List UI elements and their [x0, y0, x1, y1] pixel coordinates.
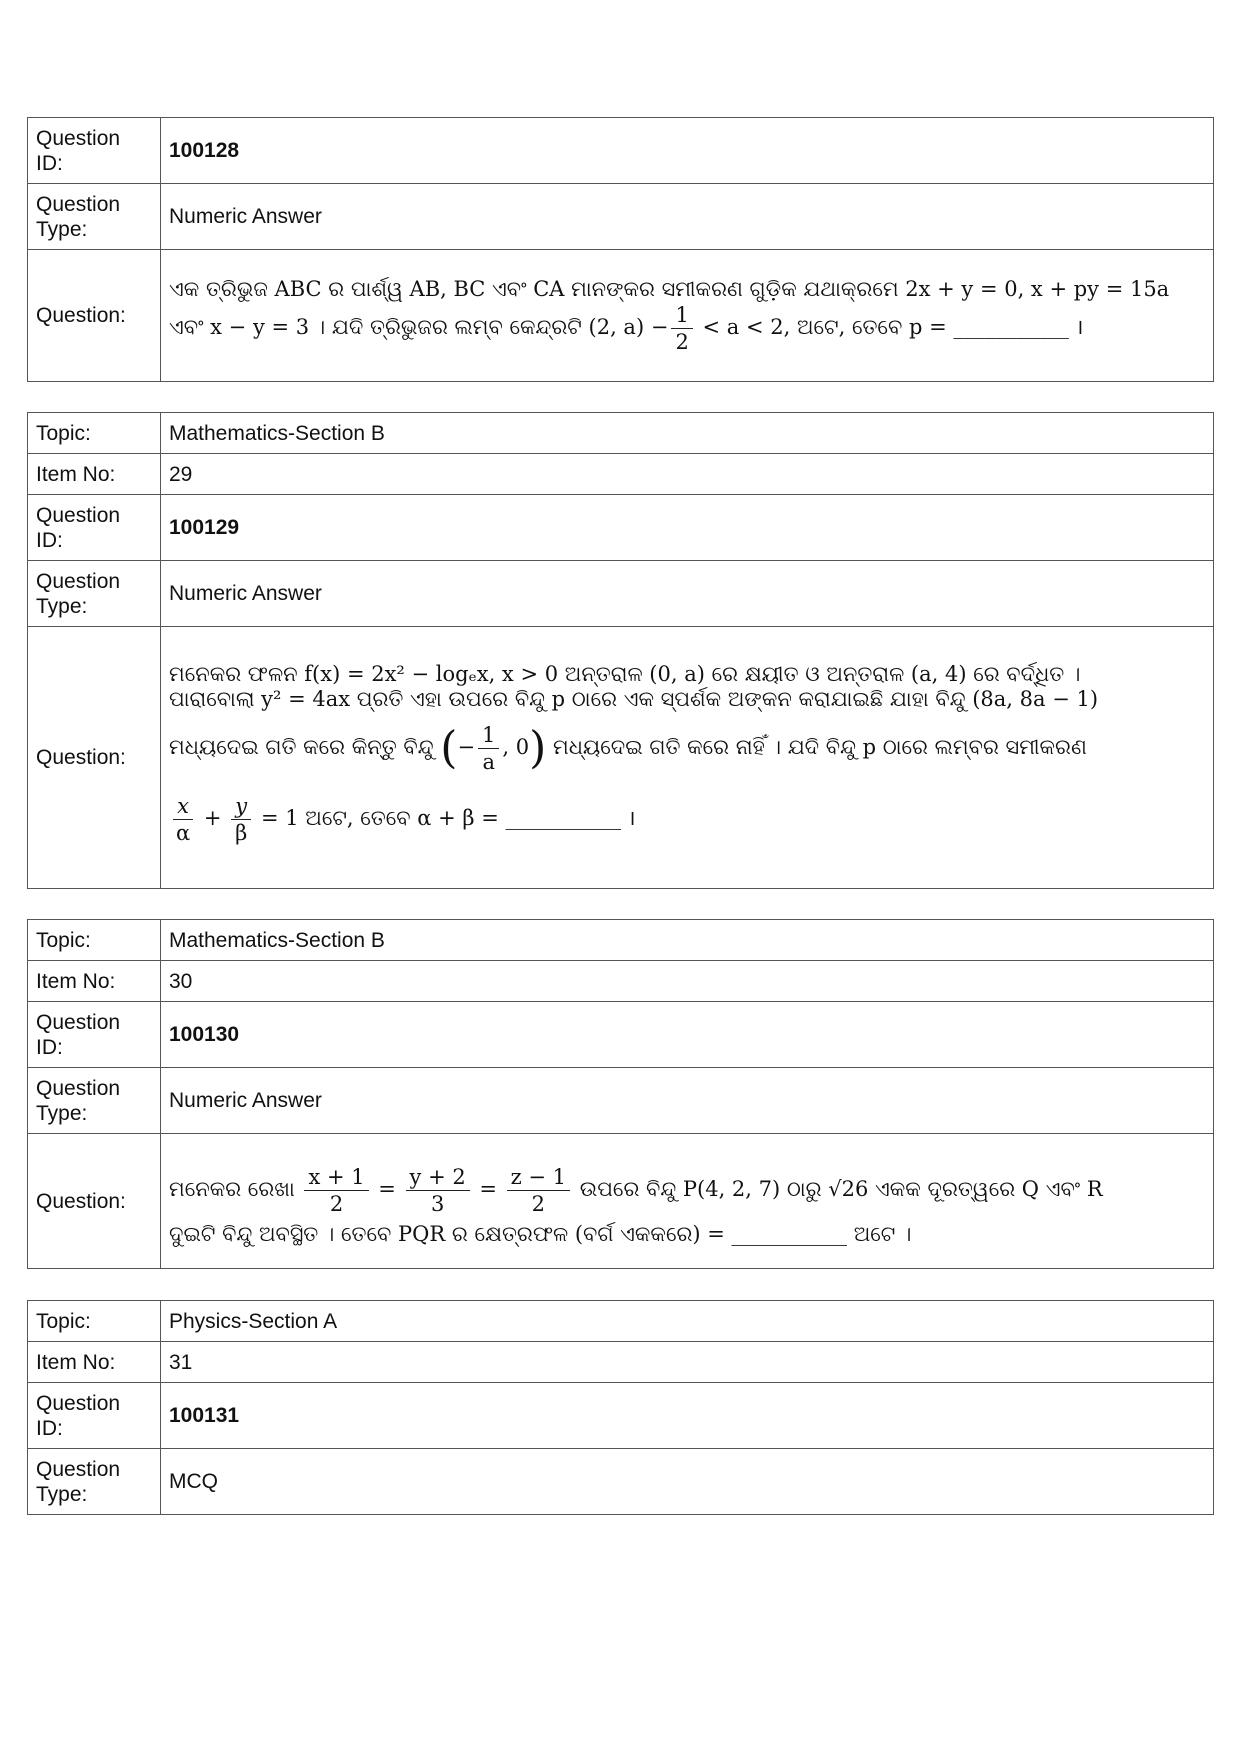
topic-value: Mathematics-Section B	[161, 920, 1214, 961]
topic-label: Topic:	[28, 413, 161, 454]
question-id-value: 100129	[161, 495, 1214, 561]
question-line-2: ଦୁଇଟି ବିନ୍ଦୁ ଅବସ୍ଥିତ । ତେବେ PQR ର କ୍ଷେତ୍ରଫଳ (ବର୍ଗ ଏକକରେ) = ___________ ଅଟେ ।	[169, 1221, 912, 1246]
item-no-value: 30	[161, 961, 1214, 1002]
question-line-1-math: 2x + y = 0, x + py = 15a	[905, 276, 1170, 301]
question-type-value: MCQ	[161, 1449, 1214, 1515]
question-id-value: 100128	[161, 118, 1214, 184]
question-line-3a: ମଧ୍ୟଦେଇ ଗତି କରେ କିନ୍ତୁ ବିନ୍ଦୁ	[169, 734, 434, 759]
question-id-label: Question ID:	[28, 1383, 161, 1449]
question-line-1: ମନେକର ଫଳନ f(x) = 2x² − logₑx, x > 0 ଅନ୍ତରାଳ (0, a) ରେ କ୍ଷୟୀତ ଓ ଅନ୍ତରାଳ (a, 4) ରେ ବର୍ଦ୍ଧିତ ।	[169, 661, 1081, 686]
question-type-label: Question Type:	[28, 1068, 161, 1134]
topic-value: Physics-Section A	[161, 1301, 1214, 1342]
question-label: Question:	[28, 1134, 161, 1269]
fraction-x: $\frac{x + 1}{2}$	[304, 1164, 368, 1217]
item-no-value: 31	[161, 1342, 1214, 1383]
question-table-100128	[27, 117, 1214, 382]
item-no-label: Item No:	[28, 454, 161, 495]
item-no-label: Item No:	[28, 961, 161, 1002]
question-id-label: Question ID:	[28, 1002, 161, 1068]
question-id-label: Question ID:	[28, 118, 161, 184]
question-label: Question:	[28, 250, 161, 382]
topic-label: Topic:	[28, 920, 161, 961]
topic-label: Topic:	[28, 1301, 161, 1342]
question-type-value: Numeric Answer	[161, 184, 1214, 250]
question-table-100131	[27, 1300, 1214, 1515]
item-no-label: Item No:	[28, 1342, 161, 1383]
fraction-z: $\frac{z - 1}{2}$	[507, 1164, 570, 1217]
item-no-value: 29	[161, 454, 1214, 495]
topic-value: Mathematics-Section B	[161, 413, 1214, 454]
question-line-2b: < a < 2, ଅଟେ, ତେବେ p = ___________ ।	[702, 314, 1084, 339]
question-line-1: ଏକ ତ୍ରିଭୁଜ ABC ର ପାର୍ଶ୍ୱ AB, BC ଏବଂ CA ମାନଙ୍କର ସମୀକରଣ ଗୁଡ଼ିକ ଯଥାକ୍ରମେ	[169, 276, 899, 301]
fraction-y: $\frac{y + 2}{3}$	[406, 1164, 470, 1217]
question-text: ମନେକର ରେଖା $\frac{x + 1}{2}$ = $\frac{y + 2}{3}$ = $\frac{z - 1}{2}$ ଉପରେ ବିନ୍ଦୁ P(4, 2, 7) ଠାରୁ √26 ଏକକ ଦୂରତ୍ୱରେ Q ଏବଂ R ଦୁଇଟି ବିନ୍ଦୁ ଅବସ୍ଥିତ । ତେବେ PQR ର କ୍ଷେତ୍ରଫଳ (ବର୍ଗ ଏକକରେ) = ___________ ଅଟେ ।	[161, 1134, 1214, 1269]
fraction: $\frac{1}{2}$	[671, 302, 692, 355]
fraction-y-beta: $\frac{y}{\beta}$	[231, 793, 251, 846]
question-line-2a: ଏବଂ x − y = 3 । ଯଦି ତ୍ରିଭୁଜର ଲମ୍ବ କେନ୍ଦ୍ରଟି (2, a)	[169, 314, 645, 339]
question-type-label: Question Type:	[28, 184, 161, 250]
question-line-1b: ଉପରେ ବିନ୍ଦୁ P(4, 2, 7) ଠାରୁ √26 ଏକକ ଦୂରତ୍ୱରେ Q ଏବଂ R	[579, 1176, 1103, 1201]
question-text: ଏକ ତ୍ରିଭୁଜ ABC ର ପାର୍ଶ୍ୱ AB, BC ଏବଂ CA ମାନଙ୍କର ସମୀକରଣ ଗୁଡ଼ିକ ଯଥାକ୍ରମେ 2x + y = 0, x + py = 15a ଏବଂ x − y = 3 । ଯଦି ତ୍ରିଭୁଜର ଲମ୍ବ କେନ୍ଦ୍ରଟି (2, a) − $\frac{1}{2}$ < a < 2, ଅଟେ, ତେବେ p = ___________ ।	[161, 250, 1214, 382]
question-text: ମନେକର ଫଳନ f(x) = 2x² − logₑx, x > 0 ଅନ୍ତରାଳ (0, a) ରେ କ୍ଷୟୀତ ଓ ଅନ୍ତରାଳ (a, 4) ରେ ବର୍ଦ୍ଧିତ । ପାରାବୋଲା y² = 4ax ପ୍ରତି ଏହା ଉପରେ ବିନ୍ଦୁ p ଠାରେ ଏକ ସ୍ପର୍ଶକ ଅଙ୍କନ କରାଯାଇଛି ଯାହା ବିନ୍ଦୁ (8a, 8a − 1) ମଧ୍ୟଦେଇ ଗତି କରେ କିନ୍ତୁ ବିନ୍ଦୁ (− $\frac{1}{a}$ , 0) ମଧ୍ୟଦେଇ ଗତି କରେ ନାହିଁ । ଯଦି ବିନ୍ଦୁ p ଠାରେ ଲମ୍ବର ସମୀକରଣ $\frac{x}{\alpha}$ + $\frac{y}{\beta}$ = 1 ଅଟେ, ତେବେ α + β = ___________ ।	[161, 627, 1214, 889]
fraction: $\frac{1}{a}$	[478, 722, 499, 775]
fraction-x-alpha: $\frac{x}{\alpha}$	[172, 793, 194, 846]
question-line-3b: ମଧ୍ୟଦେଇ ଗତି କରେ ନାହିଁ । ଯଦି ବିନ୍ଦୁ p ଠାରେ ଲମ୍ବର ସମୀକରଣ	[553, 734, 1087, 759]
question-table-100129	[27, 412, 1214, 889]
question-id-value: 100131	[161, 1383, 1214, 1449]
question-type-label: Question Type:	[28, 561, 161, 627]
question-line-1a: ମନେକର ରେଖା	[169, 1176, 295, 1201]
question-label: Question:	[28, 627, 161, 889]
question-line-4: = 1 ଅଟେ, ତେବେ α + β = ___________ ।	[260, 806, 636, 831]
question-line-2: ପାରାବୋଲା y² = 4ax ପ୍ରତି ଏହା ଉପରେ ବିନ୍ଦୁ p ଠାରେ ଏକ ସ୍ପର୍ଶକ ଅଙ୍କନ କରାଯାଇଛି ଯାହା ବିନ୍ଦୁ (8a, 8a − 1)	[169, 686, 1099, 711]
question-type-label: Question Type:	[28, 1449, 161, 1515]
question-id-value: 100130	[161, 1002, 1214, 1068]
question-type-value: Numeric Answer	[161, 561, 1214, 627]
question-id-label: Question ID:	[28, 495, 161, 561]
question-type-value: Numeric Answer	[161, 1068, 1214, 1134]
question-table-100130	[27, 919, 1214, 1269]
